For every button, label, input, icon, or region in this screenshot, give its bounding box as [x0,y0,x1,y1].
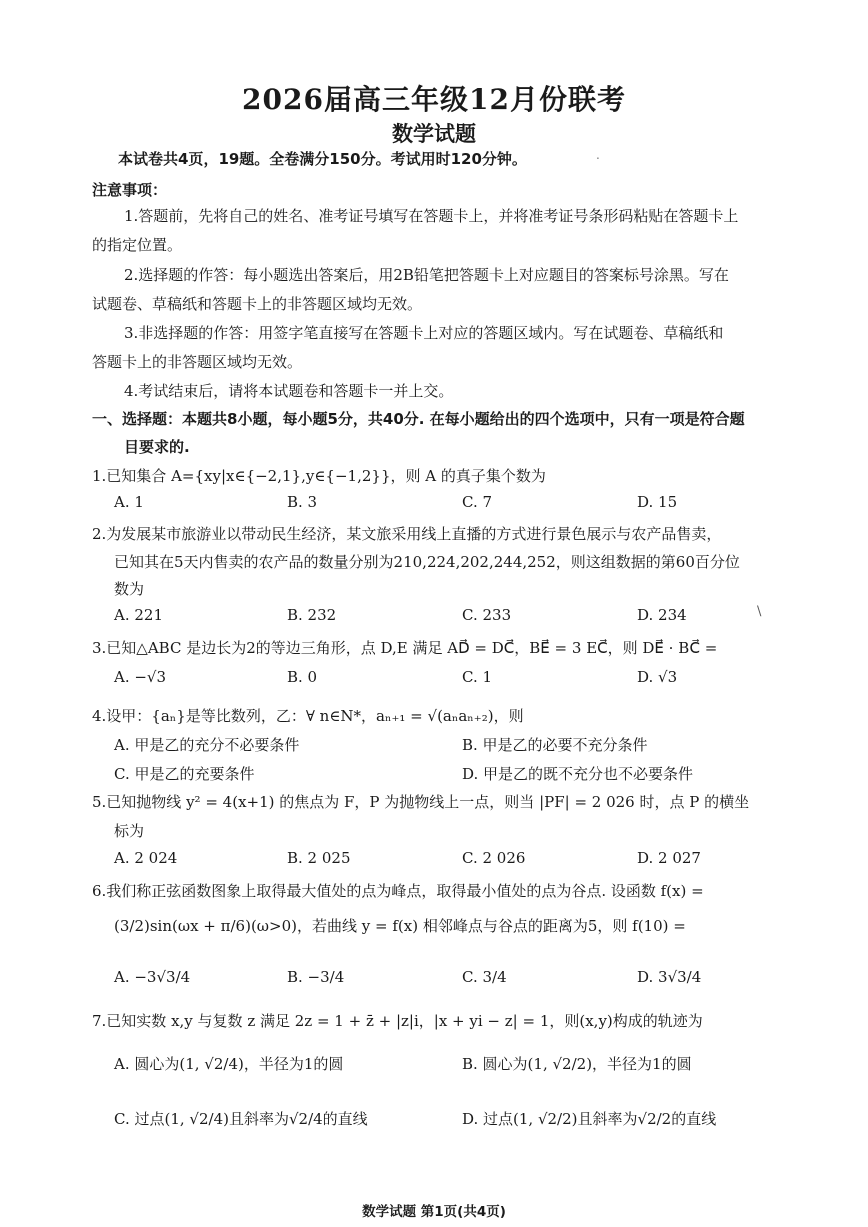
q4-option-d: D. 甲是乙的既不充分也不必要条件 [462,765,694,783]
q5-option-d: D. 2 027 [637,849,701,867]
notice-item-2a: 2.选择题的作答：每小题选出答案后，用2B铅笔把答题卡上对应题目的答案标号涂黑。写在 [124,266,729,284]
q5-stem-a: 5.已知抛物线 y² = 4(x+1) 的焦点为 F，P 为抛物线上一点，则当 |PF| = 2 026 时，点 P 的横坐 [92,793,750,811]
q4-stem: 4.设甲：{aₙ}是等比数列，乙：∀ n∈N*，aₙ₊₁ = √(aₙaₙ₊₂)，则 [92,707,524,725]
notice-item-3b: 答题卡上的非答题区域均无效。 [92,353,303,371]
exam-intro: 本试卷共4页，19题。全卷满分150分。考试用时120分钟。 [118,150,527,168]
q7-option-c: C. 过点(1, √2/4)且斜率为√2/4的直线 [114,1110,368,1128]
q4-option-b: B. 甲是乙的必要不充分条件 [462,736,648,754]
q4-option-a: A. 甲是乙的充分不必要条件 [114,736,300,754]
q3-stem: 3.已知△ABC 是边长为2的等边三角形，点 D,E 满足 AD⃗ = DC⃗，BE⃗ = 3 EC⃗，则 DE⃗ · BC⃗ = [92,639,718,657]
q3-option-a: A. −√3 [114,668,167,686]
q2-stem-c: 数为 [114,580,145,598]
q3-option-b: B. 0 [287,668,318,686]
q2-option-c: C. 233 [462,606,512,624]
stray-mark: \ [757,604,762,619]
notice-heading: 注意事项： [92,181,168,199]
exam-title: 2026届高三年级12月份联考 [242,83,626,116]
section-heading-a: 一、选择题：本题共8小题，每小题5分，共40分. 在每小题给出的四个选项中，只有一项是符合题 [92,410,745,428]
q6-option-b: B. −3/4 [287,968,345,986]
q6-option-d: D. 3√3/4 [637,968,702,986]
notice-item-2b: 试题卷、草稿纸和答题卡上的非答题区域均无效。 [92,295,423,313]
q5-option-a: A. 2 024 [114,849,178,867]
q6-option-a: A. −3√3/4 [114,968,191,986]
q1-option-d: D. 15 [637,493,678,511]
page-footer: 数学试题 第1页(共4页) [362,1204,506,1220]
q1-stem: 1.已知集合 A={xy|x∈{−2,1},y∈{−1,2}}，则 A 的真子集个数为 [92,467,546,485]
q2-option-a: A. 221 [114,606,163,624]
q2-option-d: D. 234 [637,606,687,624]
q2-option-b: B. 232 [287,606,337,624]
section-heading-b: 目要求的. [124,438,190,456]
q7-stem: 7.已知实数 x,y 与复数 z 满足 2z = 1 + z̄ + |z|i，|x + yi − z| = 1，则(x,y)构成的轨迹为 [92,1012,703,1030]
stray-dot: . [596,148,600,162]
q2-stem-b: 已知其在5天内售卖的农产品的数量分别为210,224,202,244,252，则这组数据的第60百分位 [114,553,740,571]
q7-option-b: B. 圆心为(1, √2/2)，半径为1的圆 [462,1055,692,1073]
q1-option-b: B. 3 [287,493,318,511]
notice-item-3a: 3.非选择题的作答：用签字笔直接写在答题卡上对应的答题区域内。写在试题卷、草稿纸和 [124,324,724,342]
q4-option-c: C. 甲是乙的充要条件 [114,765,255,783]
q6-stem-b: (3/2)sin(ωx + π/6)(ω>0)，若曲线 y = f(x) 相邻峰点与谷点的距离为5，则 f(10) = [114,917,686,935]
q6-stem-a: 6.我们称正弦函数图象上取得最大值处的点为峰点，取得最小值处的点为谷点. 设函数 f(x) = [92,882,704,900]
q7-option-d: D. 过点(1, √2/2)且斜率为√2/2的直线 [462,1110,717,1128]
q5-option-c: C. 2 026 [462,849,526,867]
q3-option-d: D. √3 [637,668,678,686]
exam-subtitle: 数学试题 [392,122,476,146]
q5-option-b: B. 2 025 [287,849,351,867]
q3-option-c: C. 1 [462,668,493,686]
notice-item-1b: 的指定位置。 [92,236,183,254]
q7-option-a: A. 圆心为(1, √2/4)，半径为1的圆 [114,1055,344,1073]
q1-option-a: A. 1 [114,493,144,511]
q5-stem-b: 标为 [114,822,145,840]
q6-option-c: C. 3/4 [462,968,507,986]
notice-item-4: 4.考试结束后，请将本试题卷和答题卡一并上交。 [124,382,454,400]
q1-option-c: C. 7 [462,493,493,511]
q2-stem-a: 2.为发展某市旅游业以带动民生经济，某文旅采用线上直播的方式进行景色展示与农产品售卖， [92,525,722,543]
notice-item-1a: 1.答题前，先将自己的姓名、准考证号填写在答题卡上，并将准考证号条形码粘贴在答题卡上 [124,207,739,225]
